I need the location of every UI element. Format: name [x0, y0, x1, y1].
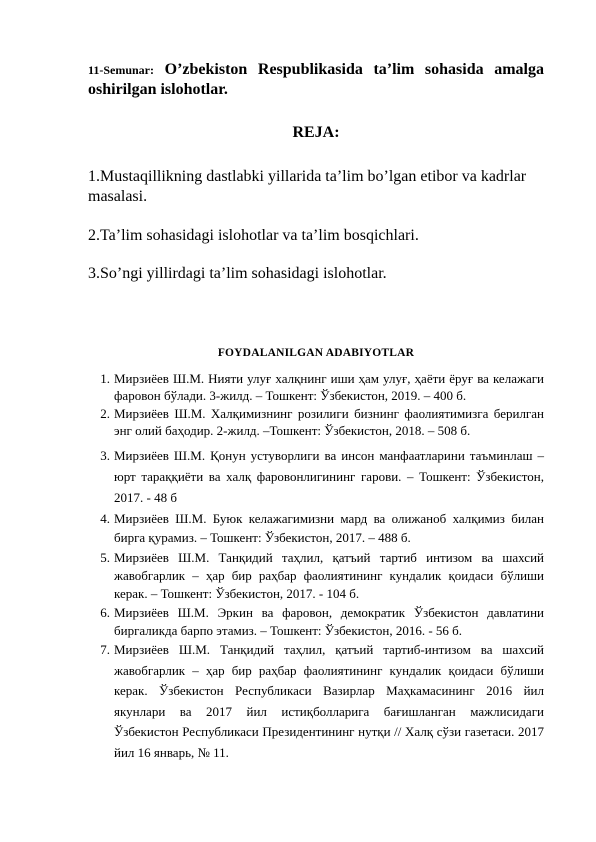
reference-text: Мирзиёев Ш.М. Буюк келажагимизни мард ва олижаноб халқимиз билан бирга қурамиз. – Тошкент: Ўзбекистон, 2017. – 488 б. — [114, 511, 544, 545]
plan-item: 1.Mustaqillikning dastlabki yillarida ta’lim bo’lgan etibor va kadrlar masalasi. — [88, 168, 527, 205]
reference-number: 7. — [100, 642, 110, 657]
references-list — [88, 370, 544, 763]
reference-text: Мирзиёев Ш.М. Эркин ва фаровон, демократик Ўзбекистон давлатини биргаликда барпо этамиз. – Тошкент: Ўзбекистон, 2016. - 56 б. — [114, 605, 544, 638]
reference-item — [88, 370, 544, 404]
reference-item — [88, 509, 544, 547]
seminar-heading — [88, 60, 544, 100]
reference-number: 2. — [100, 406, 110, 421]
reference-item — [88, 405, 544, 439]
seminar-separator: : — [150, 63, 155, 77]
reference-text: Мирзиёев Ш.М. Халқимизнинг розилиги бизнинг фаолиятимизга берилган энг олий баҳодир. 2-жилд. –Тошкент: Ўзбекистон, 2018. – 508 б. — [114, 406, 544, 438]
reference-text: Мирзиёев Ш.М. Нияти улуғ халқнинг иши ҳам улуғ, ҳаёти ёруғ ва келажаги фаровон бўлади. 3-жилд. – Тошкент: Ўзбекистон, 2019. – 400 б. — [114, 371, 544, 403]
reference-item — [88, 640, 544, 763]
reference-item — [88, 445, 544, 508]
plan-item: 2.Ta’lim sohasidagi islohotlar va ta’lim bosqichlari. — [88, 227, 419, 244]
reference-number: 1. — [100, 371, 110, 386]
reference-number: 3. — [100, 448, 110, 463]
reference-text: Мирзиёев Ш.М. Қонун устуворлиги ва инсон манфаатларини таъминлаш – юрт тараққиёти ва халқ фаровонлигининг гарови. – Тошкент: Ўзбекистон, 2017. - 48 б — [114, 448, 544, 505]
reference-item — [88, 604, 544, 640]
seminar-title: O’zbekiston Respublikasida ta’lim sohasida amalga oshirilgan islohotlar. — [88, 61, 545, 98]
references-title: FOYDALANILGAN ADABIYOTLAR — [217, 347, 415, 359]
reference-number: 6. — [100, 605, 110, 620]
reference-item — [88, 549, 544, 603]
seminar-label: 11-Semunar — [88, 63, 151, 77]
reference-number: 5. — [100, 550, 110, 565]
reference-text: Мирзиёев Ш.М. Танқидий таҳлил, қатъий тартиб-интизом ва шахсий жавобгарлик – ҳар бир раҳбар фаолиятининг кундалик қоидаси бўлиши керак. Ўзбекистон Республикаси Вазирлар Маҳкамасининг 2016 йил якунлари ва 2017 йил истиқболларига бағишланган мажлисидаги Ўзбекистон Республикаси Президентининг нутқи // Халқ сўзи газетаси. 2017 йил 16 январь, № 11. — [114, 642, 544, 760]
reference-text: Мирзиёев Ш.М. Танқидий таҳлил, қатъий тартиб интизом ва шахсий жавобгарлик – ҳар бир раҳбар фаолиятининг кундалик қоидаси бўлиши керак. – Тошкент: Ўзбекистон, 2017. - 104 б. — [114, 550, 544, 601]
plan-title: REJA: — [292, 124, 340, 141]
reference-number: 4. — [100, 511, 110, 526]
plan-item: 3.So’ngi yillirdagi ta’lim sohasidagi islohotlar. — [88, 265, 387, 282]
